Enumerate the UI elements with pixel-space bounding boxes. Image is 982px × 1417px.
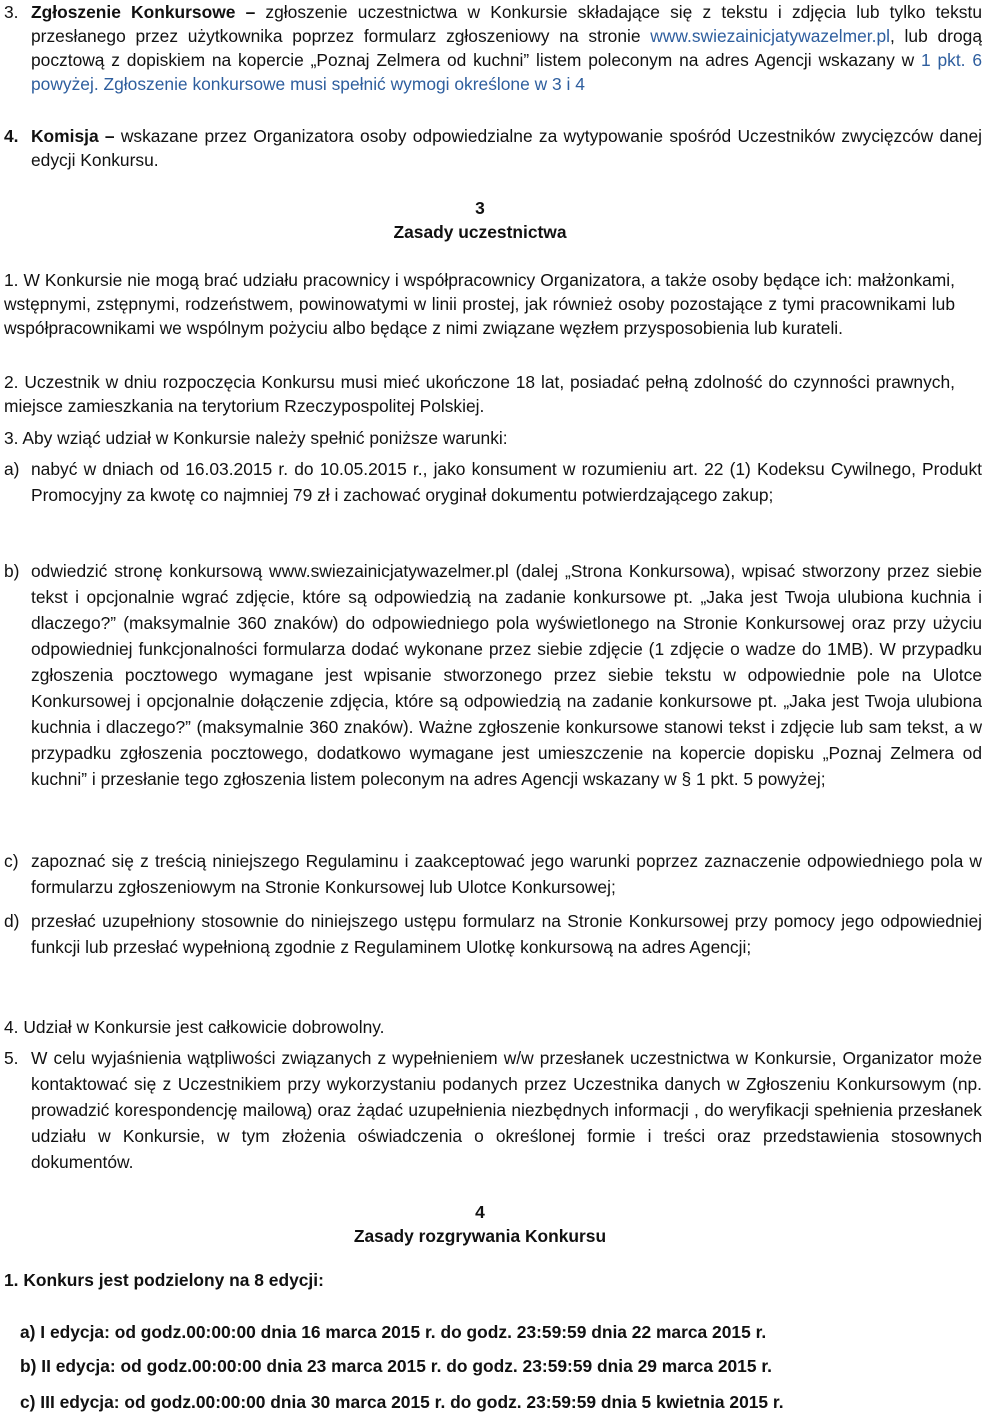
definition-item-3: [4, 0, 982, 96]
section-3-paragraph-4: 4. Udział w Konkursie jest całkowicie dobrowolny.: [4, 1017, 385, 1037]
condition-label: a): [4, 459, 20, 479]
definition-text: i 4: [561, 74, 585, 94]
definition-term: Komisja –: [31, 126, 115, 146]
condition-d: [4, 908, 982, 960]
paragraph-text: W celu wyjaśnienia wątpliwości związanych z wypełnieniem w/w przesłanek uczestnictwa w Konkursie, Organizator może kontaktować się z Uczestnikiem przy wykorzystaniu podanych przez Uczestnika danych w Zgłoszeniu Konkursowym (np. prowadzić korespondencję mailową) oraz żądać uzupełnienia niezbędnych informacji , do weryfikacji spełnienia przesłanek udziału w Konkursie, w tym złożenia oświadczenia o określonej formie i treści oraz przedstawienia stosownych dokumentów.: [31, 1048, 982, 1172]
definition-text: , lub drogą pocztową z dopiskiem na kopercie „Poznaj Zelmera od kuchni” listem poleconym na adres Agencji wskazany w: [31, 26, 982, 70]
condition-label: c): [4, 851, 19, 871]
definition-text: zgłoszenie uczestnictwa w Konkursie składające się z tekstu i zdjęcia lub tylko tekstu przesłanego przez użytkownika poprzez formularz zgłoszeniowy na stronie: [31, 2, 982, 46]
section-3-paragraph-2: 2. Uczestnik w dniu rozpoczęcia Konkursu musi mieć ukończone 18 lat, posiadać pełną zdolność do czynności prawnych, miejsce zamieszkania na terytorium Rzeczypospolitej Polskiej.: [4, 372, 955, 416]
section-3-paragraph-3: 3. Aby wziąć udział w Konkursie należy spełnić poniższe warunki:: [4, 428, 508, 448]
definition-item-4: [4, 124, 982, 172]
paragraph-number: 5.: [4, 1048, 19, 1068]
section-3-number: 3: [475, 198, 485, 218]
definition-text: wskazane przez Organizatora osoby odpowiedzialne za wytypowanie spośród Uczestników zwycięzców danej edycji Konkursu.: [31, 126, 982, 170]
condition-text: zapoznać się z treścią niniejszego Regulaminu i zaakceptować jego warunki poprzez zaznaczenie odpowiedniego pola w formularzu zgłoszeniowym na Stronie Konkursowej lub Ulotce Konkursowej;: [31, 851, 982, 897]
section-4-title: Zasady rozgrywania Konkursu: [353, 1226, 607, 1246]
section-3-title: Zasady uczestnictwa: [393, 222, 567, 242]
condition-text: odwiedzić stronę konkursową www.swiezainicjatywazelmer.pl (dalej „Strona Konkursowa), wpisać stworzony przez siebie tekst i opcjonalnie wgrać zdjęcie, które są odpowiedzią na zadanie konkursowe pt. „Jaka jest Twoja ulubiona kuchnia i dlaczego?” (maksymalnie 360 znaków) do odpowiedniego pola wyświetlonego na Stronie Konkursowej oraz przy użyciu odpowiedniej funkcjonalności formularza dodać wykonane przez siebie zdjęcie (1 zdjęcie o wadze do 1MB). W przypadku zgłoszenia pocztowego wymagane jest wpisanie stworzonego przez siebie tekstu w odpowiednie pole na Ulotce Konkursowej i opcjonalnie dołączenie zdjęcia, które są odpowiedzią na zadanie konkursowe pt. „Jaka jest Twoja ulubiona kuchnia i dlaczego?” (maksymalnie 360 znaków). Ważne zgłoszenie konkursowe stanowi tekst i zdjęcie lub sam tekst, a w przypadku zgłoszenia pocztowego, dodatkowo wymagane jest umieszczenie na kopercie dopisku „Poznaj Zelmera od kuchni” i przesłanie tego zgłoszenia listem poleconym na adres Agencji wskazany w § 1 pkt. 5 powyżej;: [31, 561, 982, 789]
condition-a: [4, 456, 982, 508]
condition-text: nabyć w dniach od 16.03.2015 r. do 10.05.2015 r., jako konsument w rozumieniu art. 22 (1) Kodeksu Cywilnego, Produkt Promocyjny za kwotę co najmniej 79 zł i zachować oryginał dokumentu potwierdzającego zakup;: [31, 459, 982, 505]
edition-item: a) I edycja: od godz.00:00:00 dnia 16 marca 2015 r. do godz. 23:59:59 dnia 22 marca 2015 r.: [20, 1322, 767, 1342]
contest-website-link-tail[interactable]: pl: [876, 26, 890, 46]
definition-text: . Zgłoszenie konkursowe musi spełnić wymogi określone w: [93, 74, 552, 94]
condition-b: [4, 558, 982, 792]
condition-text: przesłać uzupełniony stosownie do niniejszego ustępu formularz na Stronie Konkursowej przy pomocy jego odpowiedniej funkcji lub przesłać wypełnioną zgodnie z Regulaminem Ulotkę konkursową na adres Agencji;: [31, 911, 982, 957]
item-number: 3.: [4, 2, 19, 22]
section-3-paragraph-1: 1. W Konkursie nie mogą brać udziału pracownicy i współpracownicy Organizatora, a także osoby będące ich: małżonkami, wstępnymi, zstępnymi, rodzeństwem, powinowatymi w linii prostej, jak również osoby pozostające z tymi pracownikami lub współpracownikami we wspólnym pożyciu albo będące z nimi związane węzłem przysposobienia lub kurateli.: [4, 270, 955, 338]
cross-reference: 3: [552, 74, 562, 94]
edition-item: b) II edycja: od godz.00:00:00 dnia 23 marca 2015 r. do godz. 23:59:59 dnia 29 marca 2015 r.: [20, 1356, 772, 1376]
section-4-number: 4: [475, 1202, 485, 1222]
condition-c: [4, 848, 982, 900]
section-4-paragraph-1: 1. Konkurs jest podzielony na 8 edycji:: [4, 1270, 324, 1290]
condition-label: d): [4, 911, 20, 931]
definition-term: Zgłoszenie Konkursowe –: [31, 2, 256, 22]
item-number: 4.: [4, 126, 19, 146]
cross-reference: 1 pkt. 6 powyżej: [31, 50, 982, 94]
condition-label: b): [4, 561, 20, 581]
contest-website-link[interactable]: www.swiezainicjatywazelmer.: [650, 26, 877, 46]
section-3-paragraph-5: [4, 1045, 982, 1175]
edition-item: c) III edycja: od godz.00:00:00 dnia 30 marca 2015 r. do godz. 23:59:59 dnia 5 kwietnia 2015 r.: [20, 1392, 784, 1412]
